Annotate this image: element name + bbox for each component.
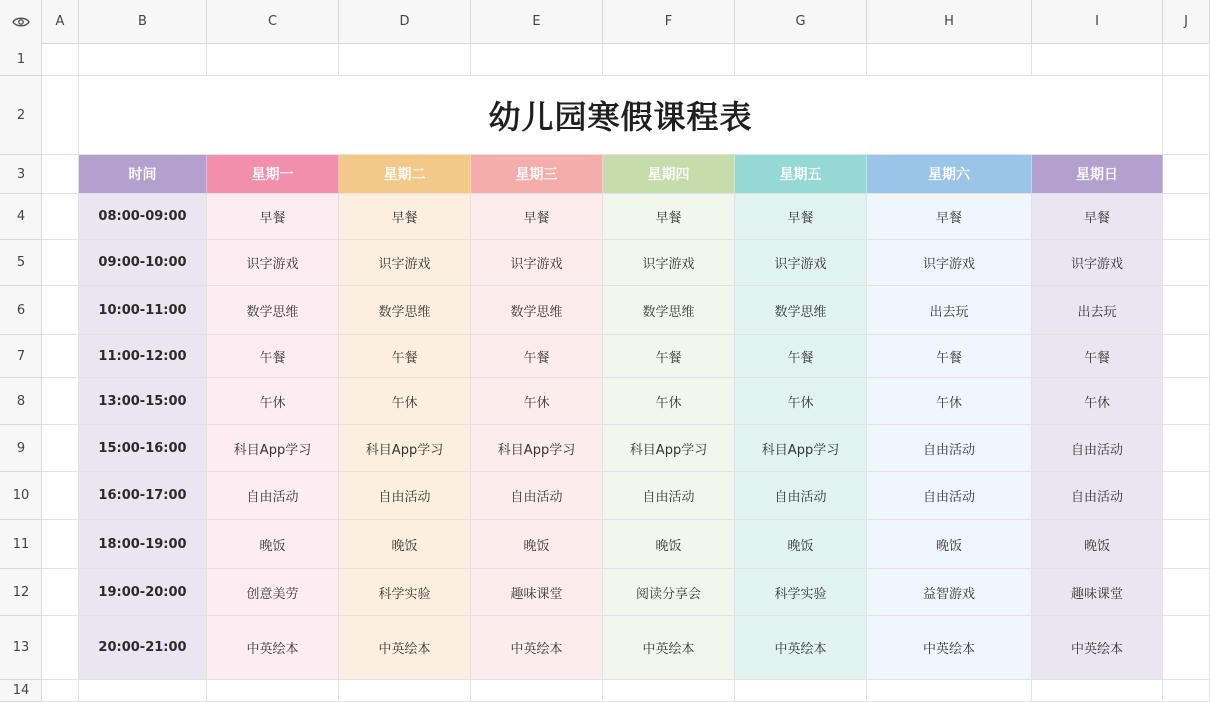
cell-h14[interactable]	[867, 680, 1032, 702]
activity-cell[interactable]: 数学思维	[735, 286, 867, 335]
cell-b1[interactable]	[79, 43, 207, 76]
activity-cell[interactable]: 午餐	[339, 335, 471, 378]
activity-cell[interactable]: 晚饭	[207, 520, 339, 569]
cell-d14[interactable]	[339, 680, 471, 702]
row-header-11[interactable]: 11	[0, 520, 42, 569]
cell-j10[interactable]	[1163, 472, 1210, 520]
activity-cell[interactable]: 趣味课堂	[1032, 569, 1163, 616]
activity-cell[interactable]: 早餐	[603, 194, 735, 240]
header-day-7[interactable]: 星期日	[1032, 155, 1163, 194]
cell-a13[interactable]	[42, 616, 79, 680]
activity-cell[interactable]: 中英绘本	[471, 616, 603, 680]
activity-cell[interactable]: 晚饭	[471, 520, 603, 569]
cell-j9[interactable]	[1163, 425, 1210, 472]
activity-cell[interactable]: 自由活动	[867, 425, 1032, 472]
cell-j11[interactable]	[1163, 520, 1210, 569]
row-header-7[interactable]: 7	[0, 335, 42, 378]
activity-cell[interactable]: 出去玩	[867, 286, 1032, 335]
time-slot-cell[interactable]: 10:00-11:00	[79, 286, 207, 335]
activity-cell[interactable]: 阅读分享会	[603, 569, 735, 616]
activity-cell[interactable]: 中英绘本	[339, 616, 471, 680]
row-header-2[interactable]: 2	[0, 76, 42, 155]
column-header-a[interactable]: A	[42, 0, 79, 43]
time-slot-cell[interactable]: 20:00-21:00	[79, 616, 207, 680]
cell-d1[interactable]	[339, 43, 471, 76]
activity-cell[interactable]: 科目App学习	[603, 425, 735, 472]
activity-cell[interactable]: 午餐	[471, 335, 603, 378]
activity-cell[interactable]: 午餐	[207, 335, 339, 378]
activity-cell[interactable]: 科目App学习	[735, 425, 867, 472]
activity-cell[interactable]: 中英绘本	[867, 616, 1032, 680]
column-header-e[interactable]: E	[471, 0, 603, 43]
activity-cell[interactable]: 早餐	[1032, 194, 1163, 240]
column-header-h[interactable]: H	[867, 0, 1032, 43]
cell-a7[interactable]	[42, 335, 79, 378]
cell-a4[interactable]	[42, 194, 79, 240]
cell-j5[interactable]	[1163, 240, 1210, 286]
column-header-i[interactable]: I	[1032, 0, 1163, 43]
activity-cell[interactable]: 识字游戏	[207, 240, 339, 286]
activity-cell[interactable]: 午餐	[1032, 335, 1163, 378]
activity-cell[interactable]: 自由活动	[339, 472, 471, 520]
row-header-10[interactable]: 10	[0, 472, 42, 520]
activity-cell[interactable]: 识字游戏	[1032, 240, 1163, 286]
activity-cell[interactable]: 数学思维	[339, 286, 471, 335]
column-header-d[interactable]: D	[339, 0, 471, 43]
header-day-1[interactable]: 星期一	[207, 155, 339, 194]
cell-j13[interactable]	[1163, 616, 1210, 680]
activity-cell[interactable]: 科学实验	[339, 569, 471, 616]
activity-cell[interactable]: 中英绘本	[207, 616, 339, 680]
cell-a11[interactable]	[42, 520, 79, 569]
cell-f1[interactable]	[603, 43, 735, 76]
activity-cell[interactable]: 早餐	[471, 194, 603, 240]
activity-cell[interactable]: 科目App学习	[339, 425, 471, 472]
cell-i14[interactable]	[1032, 680, 1163, 702]
activity-cell[interactable]: 识字游戏	[471, 240, 603, 286]
cell-h1[interactable]	[867, 43, 1032, 76]
activity-cell[interactable]: 趣味课堂	[471, 569, 603, 616]
cell-e14[interactable]	[471, 680, 603, 702]
activity-cell[interactable]: 识字游戏	[603, 240, 735, 286]
header-day-4[interactable]: 星期四	[603, 155, 735, 194]
activity-cell[interactable]: 创意美劳	[207, 569, 339, 616]
activity-cell[interactable]: 午休	[207, 378, 339, 425]
cell-a6[interactable]	[42, 286, 79, 335]
activity-cell[interactable]: 午休	[735, 378, 867, 425]
schedule-title[interactable]: 幼儿园寒假课程表	[79, 76, 1163, 155]
row-header-8[interactable]: 8	[0, 378, 42, 425]
activity-cell[interactable]: 中英绘本	[735, 616, 867, 680]
activity-cell[interactable]: 识字游戏	[735, 240, 867, 286]
activity-cell[interactable]: 午休	[471, 378, 603, 425]
activity-cell[interactable]: 益智游戏	[867, 569, 1032, 616]
header-day-3[interactable]: 星期三	[471, 155, 603, 194]
activity-cell[interactable]: 自由活动	[735, 472, 867, 520]
cell-j7[interactable]	[1163, 335, 1210, 378]
cell-a12[interactable]	[42, 569, 79, 616]
cell-a2[interactable]	[42, 76, 79, 155]
cell-a5[interactable]	[42, 240, 79, 286]
column-header-c[interactable]: C	[207, 0, 339, 43]
cell-a14[interactable]	[42, 680, 79, 702]
row-header-13[interactable]: 13	[0, 616, 42, 680]
activity-cell[interactable]: 识字游戏	[339, 240, 471, 286]
activity-cell[interactable]: 晚饭	[735, 520, 867, 569]
row-header-3[interactable]: 3	[0, 155, 42, 194]
activity-cell[interactable]: 自由活动	[207, 472, 339, 520]
activity-cell[interactable]: 识字游戏	[867, 240, 1032, 286]
cell-j1[interactable]	[1163, 43, 1210, 76]
cell-f14[interactable]	[603, 680, 735, 702]
column-header-f[interactable]: F	[603, 0, 735, 43]
column-header-b[interactable]: B	[79, 0, 207, 43]
cell-i1[interactable]	[1032, 43, 1163, 76]
cell-a9[interactable]	[42, 425, 79, 472]
activity-cell[interactable]: 科目App学习	[207, 425, 339, 472]
cell-a10[interactable]	[42, 472, 79, 520]
activity-cell[interactable]: 午餐	[603, 335, 735, 378]
time-slot-cell[interactable]: 18:00-19:00	[79, 520, 207, 569]
activity-cell[interactable]: 自由活动	[1032, 472, 1163, 520]
activity-cell[interactable]: 数学思维	[471, 286, 603, 335]
cell-j8[interactable]	[1163, 378, 1210, 425]
activity-cell[interactable]: 自由活动	[603, 472, 735, 520]
activity-cell[interactable]: 午休	[339, 378, 471, 425]
row-header-5[interactable]: 5	[0, 240, 42, 286]
cell-a3[interactable]	[42, 155, 79, 194]
activity-cell[interactable]: 早餐	[867, 194, 1032, 240]
activity-cell[interactable]: 午餐	[735, 335, 867, 378]
time-slot-cell[interactable]: 15:00-16:00	[79, 425, 207, 472]
activity-cell[interactable]: 午休	[1032, 378, 1163, 425]
column-header-bar	[0, 0, 1210, 44]
activity-cell[interactable]: 早餐	[735, 194, 867, 240]
select-all-corner[interactable]	[0, 0, 42, 43]
column-header-j[interactable]: J	[1163, 0, 1210, 43]
cell-b14[interactable]	[79, 680, 207, 702]
activity-cell[interactable]: 中英绘本	[603, 616, 735, 680]
activity-cell[interactable]: 出去玩	[1032, 286, 1163, 335]
activity-cell[interactable]: 晚饭	[339, 520, 471, 569]
activity-cell[interactable]: 数学思维	[603, 286, 735, 335]
activity-cell[interactable]: 中英绘本	[1032, 616, 1163, 680]
header-day-2[interactable]: 星期二	[339, 155, 471, 194]
cell-j2[interactable]	[1163, 76, 1210, 155]
cell-j4[interactable]	[1163, 194, 1210, 240]
header-time[interactable]: 时间	[79, 155, 207, 194]
activity-cell[interactable]: 数学思维	[207, 286, 339, 335]
cell-a8[interactable]	[42, 378, 79, 425]
activity-cell[interactable]: 晚饭	[867, 520, 1032, 569]
row-header-bar	[0, 43, 42, 702]
row-header-12[interactable]: 12	[0, 569, 42, 616]
row-header-1[interactable]: 1	[0, 43, 42, 76]
cell-g1[interactable]	[735, 43, 867, 76]
time-slot-cell[interactable]: 13:00-15:00	[79, 378, 207, 425]
activity-cell[interactable]: 自由活动	[1032, 425, 1163, 472]
time-slot-cell[interactable]: 11:00-12:00	[79, 335, 207, 378]
activity-cell[interactable]: 早餐	[207, 194, 339, 240]
activity-cell[interactable]: 科目App学习	[471, 425, 603, 472]
cell-j12[interactable]	[1163, 569, 1210, 616]
header-day-5[interactable]: 星期五	[735, 155, 867, 194]
activity-cell[interactable]: 晚饭	[603, 520, 735, 569]
cell-j6[interactable]	[1163, 286, 1210, 335]
activity-cell[interactable]: 午休	[867, 378, 1032, 425]
activity-cell[interactable]: 午休	[603, 378, 735, 425]
cell-a1[interactable]	[42, 43, 79, 76]
header-day-6[interactable]: 星期六	[867, 155, 1032, 194]
time-slot-cell[interactable]: 09:00-10:00	[79, 240, 207, 286]
time-slot-cell[interactable]: 16:00-17:00	[79, 472, 207, 520]
activity-cell[interactable]: 自由活动	[867, 472, 1032, 520]
cell-j3[interactable]	[1163, 155, 1210, 194]
row-header-6[interactable]: 6	[0, 286, 42, 335]
row-header-14[interactable]: 14	[0, 680, 42, 702]
activity-cell[interactable]: 科学实验	[735, 569, 867, 616]
eye-icon[interactable]	[12, 16, 30, 28]
row-header-9[interactable]: 9	[0, 425, 42, 472]
activity-cell[interactable]: 早餐	[339, 194, 471, 240]
cell-e1[interactable]	[471, 43, 603, 76]
activity-cell[interactable]: 自由活动	[471, 472, 603, 520]
time-slot-cell[interactable]: 08:00-09:00	[79, 194, 207, 240]
activity-cell[interactable]: 午餐	[867, 335, 1032, 378]
cell-g14[interactable]	[735, 680, 867, 702]
row-header-4[interactable]: 4	[0, 194, 42, 240]
column-header-g[interactable]: G	[735, 0, 867, 43]
time-slot-cell[interactable]: 19:00-20:00	[79, 569, 207, 616]
activity-cell[interactable]: 晚饭	[1032, 520, 1163, 569]
cell-j14[interactable]	[1163, 680, 1210, 702]
cell-c1[interactable]	[207, 43, 339, 76]
cell-c14[interactable]	[207, 680, 339, 702]
